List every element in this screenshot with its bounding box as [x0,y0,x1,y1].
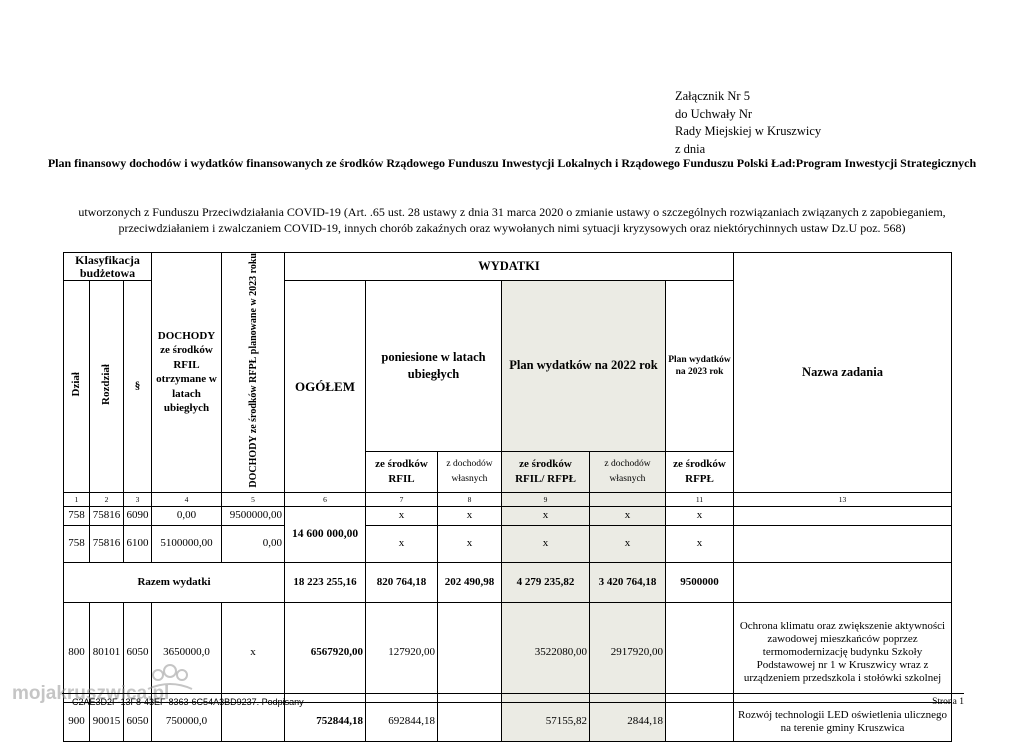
header-dzial [64,281,90,493]
header-pon-rfil: ze środków RFIL [366,451,438,492]
cell-dochody-rfil: 750000,0 [152,702,222,741]
footer-divider [62,693,964,694]
header-wydatki: WYDATKI [285,253,734,281]
cell-paragraf: 6100 [124,525,152,562]
cell-pon-wlasne [438,702,502,741]
cell-rozdzial: 75816 [90,506,124,525]
attachment-council: Rady Miejskiej w Kruszwicy [675,124,822,138]
footer-page-number: Strona 1 [932,697,964,707]
cell-p22-wlasne: 2917920,00 [590,602,666,702]
header-rozdzial-text: Rozdział [100,363,112,405]
watermark-text: mojakruszwica.pl [12,683,170,704]
cell-dochody-rfil: 5100000,00 [152,525,222,562]
col-number: 11 [666,492,734,506]
document-title: Plan finansowy dochodów i wydatków finansowanych ze środków Rządowego Funduszu Inwestycji Lokalnych i Rządowego Funduszu Polski Ład:Program Inwestycji Strategicznych [47,156,977,170]
col-number: 8 [438,492,502,506]
header-dochody-rfil: DOCHODY ze środków RFIL otrzymane w latach ubiegłych [152,253,222,493]
cell-pon-rfil: 692844,18 [366,702,438,741]
table-row [64,506,952,525]
header-ogolem: OGÓŁEM [285,281,366,493]
cell-ogolem: 752844,18 [285,702,366,741]
cell-dochody-rfil: 3650000,0 [152,602,222,702]
attachment-date: z dnia [675,141,706,156]
total-label: Razem wydatki [64,562,285,602]
watermark-logo [12,657,212,717]
cell-nazwa [734,525,952,562]
cell-pon-wlasne: x [438,525,502,562]
total-p22-rfil: 4 279 235,82 [502,562,590,602]
attachment-header [675,88,821,158]
cell-p22-rfil: 3522080,00 [502,602,590,702]
header-paragraf: § [124,281,152,493]
cell-p22-rfil: x [502,506,590,525]
cell-dochody-rfpl: 0,00 [222,525,285,562]
total-ogolem: 18 223 255,16 [285,562,366,602]
cell-pon-rfil: 127920,00 [366,602,438,702]
header-dochody-rfpl-text: DOCHODY ze środków RFPŁ planowane w 2023 roku [247,253,259,488]
header-pon-wlasne: z dochodów własnych [438,451,502,492]
cell-rozdzial: 75816 [90,525,124,562]
header-p23-rfpl: ze środków RFPŁ [666,451,734,492]
cell-p22-rfil: 57155,82 [502,702,590,741]
attachment-resolution: do Uchwały Nr [675,106,753,121]
cell-dzial: 900 [64,702,90,741]
total-p22-wlasne: 3 420 764,18 [590,562,666,602]
col-number: 3 [124,492,152,506]
cell-dochody-rfil: 0,00 [152,506,222,525]
header-dochody-rfpl [222,253,285,493]
cell-p22-rfil: x [502,525,590,562]
cell-rozdzial: 80101 [90,602,124,702]
cell-paragraf: 6050 [124,602,152,702]
cell-p23 [666,702,734,741]
cell-nazwa [734,506,952,525]
header-klasyfikacja: Klasyfikacja budżetowa [64,253,152,281]
table-row [64,525,952,562]
cell-pon-rfil: x [366,525,438,562]
cell-paragraf: 6090 [124,506,152,525]
header-nazwa-zadania: Nazwa zadania [734,253,952,493]
header-plan-2023: Plan wydatków na 2023 rok [666,281,734,452]
col-number: 5 [222,492,285,506]
cell-p22-wlasne: 2844,18 [590,702,666,741]
cell-dzial: 800 [64,602,90,702]
cell-pon-wlasne: x [438,506,502,525]
cell-dzial: 758 [64,506,90,525]
col-number: 13 [734,492,952,506]
cell-pon-wlasne [438,602,502,702]
col-number [590,492,666,506]
cell-dochody-rfpl: 9500000,00 [222,506,285,525]
cell-p22-wlasne: x [590,506,666,525]
cell-rozdzial: 90015 [90,702,124,741]
cell-p23 [666,602,734,702]
cell-dochody-rfpl [222,702,285,741]
cell-dochody-rfpl: x [222,602,285,702]
cell-paragraf: 6050 [124,702,152,741]
total-pon-wlasne: 202 490,98 [438,562,502,602]
cell-dzial: 758 [64,525,90,562]
cell-p23: x [666,525,734,562]
cell-p22-wlasne: x [590,525,666,562]
col-number: 4 [152,492,222,506]
col-number: 7 [366,492,438,506]
cell-p23: x [666,506,734,525]
cell-ogolem-merged: 14 600 000,00 [285,506,366,562]
footer-document-id: C2AE3D2F-13F8-43EF-8363-6C54A3BD9237. Podpisany [72,697,304,707]
cell-nazwa-zadania: Ochrona klimatu oraz zwiększenie aktywności zawodowej mieszkańców poprzez termomodernizację budynku Szkoły Podstawowej nr 1 w Kruszwicy wraz z urządzeniem przedszkola i stołówki szkolnej [734,602,952,702]
header-p22-wlasne: z dochodów własnych [590,451,666,492]
total-pon-rfil: 820 764,18 [366,562,438,602]
total-row [64,562,952,602]
total-p23: 9500000 [666,562,734,602]
header-dzial-text: Dział [70,372,82,397]
document-subtitle: utworzonych z Funduszu Przeciwdziałania COVID-19 (Art. .65 ust. 28 ustawy z dnia 31 marca 2020 o zmianie ustawy o szczególnych rozwiązaniach związanych z zapobieganiem, przeciwdziałaniem i zwalczaniem COVID-19, innych chorób zakaźnych oraz wywołanych nimi sytuacji kryzysowych oraz niektórychinnych ustaw Dz.U poz. 568) [78,205,946,235]
col-number: 2 [90,492,124,506]
col-number: 6 [285,492,366,506]
col-number: 9 [502,492,590,506]
column-numbers-row [64,492,952,506]
cell-pon-rfil: x [366,506,438,525]
cell-ogolem: 6567920,00 [285,602,366,702]
col-number: 1 [64,492,90,506]
header-poniesione: poniesione w latach ubiegłych [366,281,502,452]
total-nazwa [734,562,952,602]
header-rozdzial [90,281,124,493]
header-p22-rfil-rfpl: ze środków RFIL/ RFPŁ [502,451,590,492]
header-plan-2022: Plan wydatków na 2022 rok [502,281,666,452]
cell-nazwa-zadania: Rozwój technologii LED oświetlenia ulicznego na terenie gminy Kruszwica [734,702,952,741]
attachment-number: Załącznik Nr 5 [675,89,750,103]
